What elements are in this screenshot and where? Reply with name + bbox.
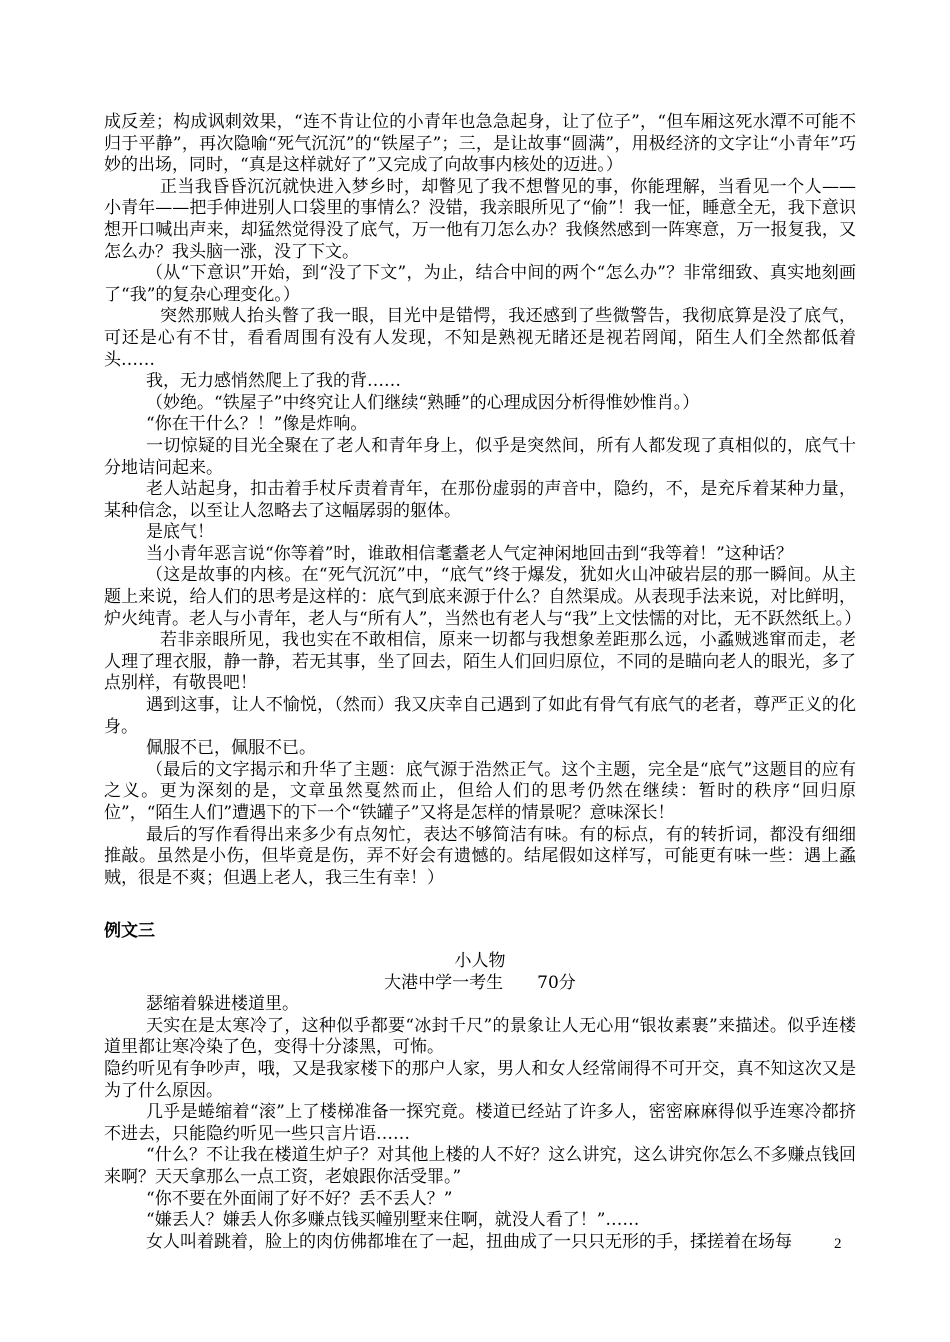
- essay-paragraph: 瑟缩着躲进楼道里。: [146, 994, 299, 1015]
- section-heading: 例文三: [104, 921, 155, 942]
- essay-author-line: 大港中学一考生 70分: [384, 972, 576, 993]
- commentary-paragraph: （从“下意识”开始，到“没了下文”，为止，结合中间的两个“怎么办”？非常细致、真实地刻画了“我”的复杂心理变化。）: [104, 263, 856, 305]
- document-body: [104, 112, 862, 1253]
- essay-paragraph: “什么？不让我在楼道生炉子？对其他上楼的人不好？这么讲究，这么讲究你怎么不多赚点钱回来啊？天天拿那么一点工资，老娘跟你活受罪。”: [104, 1145, 856, 1187]
- essay-paragraph: “嫌丢人？嫌丢人你多赚点钱买幢别墅来住啊，就没人看了！”……: [146, 1210, 640, 1231]
- page-number: 2: [834, 1236, 842, 1252]
- paragraph: 正当我昏昏沉沉就快进入梦乡时，却瞥见了我不想瞥见的事，你能理解，当看见一个人——小青年——把手伸进别人口袋里的事情么？没错，我亲眼所见了“偷”！我一怔，睡意全无，我下意识想开口喊出声来，却猛然觉得没了底气，万一他有刀怎么办？我倏然感到一阵寒意，万一报复我，又怎么办？我头脑一涨，没了下文。: [104, 176, 856, 262]
- paragraph: 佩服不已，佩服不已。: [146, 738, 316, 759]
- commentary-paragraph: （这是故事的内核。在“死气沉沉”中，“底气”终于爆发，犹如火山冲破岩层的那一瞬间。从主题上来说，给人们的思考是这样的：底气到底来源于什么？自然渠成。从表现手法来说，对比鲜明，炉火纯青。老人与小青年，老人与“所有人”，当然也有老人与“我”上文怯懦的对比，无不跃然纸上。）: [104, 565, 862, 629]
- paragraph: 一切惊疑的目光全聚在了老人和青年身上，似乎是突然间，所有人都发现了真相似的，底气十分地诘问起来。: [104, 435, 856, 478]
- paragraph: 我，无力感悄然爬上了我的背……: [146, 371, 401, 392]
- essay-paragraph: “你不要在外面闹了好不好？丢不丢人？”: [146, 1188, 453, 1209]
- paragraph: 老人站起身，扣击着手杖斥责着青年，在那份虚弱的声音中，隐约，不，是充斥着某种力量，某种信念，以至让人忽略去了这幅孱弱的躯体。: [104, 479, 856, 521]
- paragraph: “你在干什么？！”像是炸响。: [146, 414, 368, 435]
- essay-paragraph: 隐约听见有争吵声，哦，又是我家楼下的那户人家，男人和女人经常闹得不可开交，真不知这次又是为了什么原因。: [104, 1058, 856, 1101]
- paragraph: 成反差；构成讽刺效果，“连不肯让位的小青年也急急起身，让了位子”，“但车厢这死水潭不可能不归于平静”，再次隐喻“死气沉沉”的“铁屋子”；三，是让故事“圆满”，用极经济的文字让“小青年”巧妙的出场，同时，“真是这样就好了”又完成了向故事内核处的迈进。）: [104, 112, 856, 176]
- essay-paragraph: 天实在是太寒冷了，这种似乎都要“冰封千尺”的景象让人无心用“银妆素裹”来描述。似乎连楼道里都让寒冷染了色，变得十分漆黑，可怖。: [104, 1015, 856, 1058]
- commentary-paragraph: （最后的文字揭示和升华了主题：底气源于浩然正气。这个主题，完全是“底气”这题目的应有之义。更为深刻的是，文章虽然戛然而止，但给人们的思考仍然在继续：暂时的秩序“回归原位”，“陌生人们”遭遇下的下一个“铁罐子”又将是怎样的情景呢？意味深长！: [104, 759, 856, 823]
- paragraph: 是底气！: [146, 522, 214, 543]
- commentary-paragraph: （妙绝。“铁屋子”中终究让人们继续“熟睡”的心理成因分析得惟妙惟肖。）: [146, 392, 700, 413]
- paragraph: 遇到这事，让人不愉悦，（然而）我又庆幸自己遇到了如此有骨气有底气的老者，尊严正义的化身。: [104, 695, 856, 737]
- commentary-paragraph: 最后的写作看得出来多少有点匆忙，表达不够简洁有味。有的标点，有的转折词，都没有细细推敲。虽然是小伤，但毕竟是伤，弄不好会有遗憾的。结尾假如这样写，可能更有味一些：遇上蟊贼，很是不爽；但遇上老人，我三生有幸！）: [104, 824, 856, 888]
- paragraph: 突然那贼人抬头瞥了我一眼，目光中是错愕，我还感到了些微警告，我彻底算是没了底气，可还是心有不甘，看看周围有没有人发现，不知是熟视无睹还是视若罔闻，陌生人们全然都低着头……: [104, 306, 856, 370]
- essay-paragraph: 几乎是蜷缩着“滚”上了楼梯准备一探究竟。楼道已经站了许多人，密密麻麻得似乎连寒冷都挤不进去，只能隐约听见一些只言片语……: [104, 1102, 856, 1144]
- essay-paragraph: 女人叫着跳着，脸上的肉仿佛都堆在了一起，扭曲成了一只只无形的手，揉搓着在场每: [146, 1231, 792, 1252]
- paragraph: 当小青年恶言说“你等着”时，谁敢相信耄耋老人气定神闲地回击到“我等着！”这种话？: [146, 543, 793, 564]
- paragraph: 若非亲眼所见，我也实在不敢相信，原来一切都与我想象差距那么远，小蟊贼逃窜而走，老人理了理衣服，静一静，若无其事，坐了回去，陌生人们回归原位，不同的是瞄向老人的眼光，多了点别样，有敬畏吧！: [104, 630, 856, 694]
- essay-title: 小人物: [454, 950, 506, 971]
